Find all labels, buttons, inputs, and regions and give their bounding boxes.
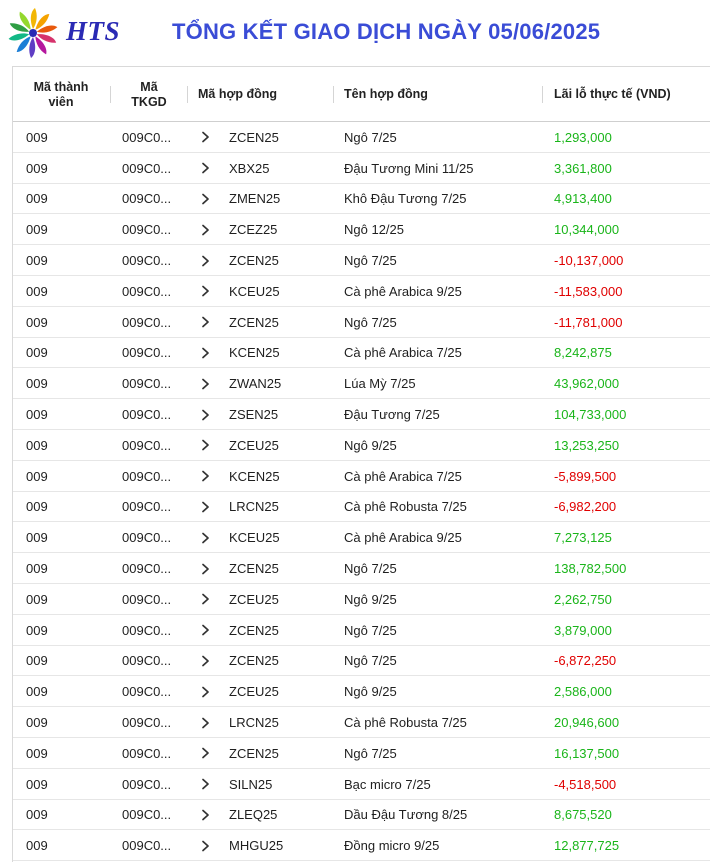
contract-code-cell: LRCN25	[229, 715, 279, 731]
pnl-cell: 4,913,400	[554, 191, 612, 207]
member-cell: 009	[26, 745, 48, 761]
contract-name-cell: Ngô 7/25	[344, 653, 397, 669]
contract-code-cell: KCEN25	[229, 345, 280, 361]
pnl-cell: -4,518,500	[554, 776, 617, 792]
column-header-member[interactable]: Mã thành viên	[33, 79, 89, 109]
account-cell: 009C0...	[122, 222, 172, 238]
contract-code-cell: ZCEN25	[229, 745, 279, 761]
member-cell: 009	[26, 283, 48, 299]
contract-name-cell: Đậu Tương 7/25	[344, 407, 440, 423]
table-row[interactable]	[13, 461, 710, 492]
contract-name-cell: Ngô 9/25	[344, 591, 397, 607]
pnl-cell: 10,344,000	[554, 222, 620, 238]
account-cell: 009C0...	[122, 838, 172, 854]
contract-code-cell: ZCEZ25	[229, 222, 278, 238]
table-row[interactable]	[13, 830, 710, 861]
pnl-cell: 8,242,875	[554, 345, 612, 361]
page-title: TỔNG KẾT GIAO DỊCH NGÀY 05/06/2025	[172, 19, 601, 44]
chevron-right-icon[interactable]	[201, 553, 215, 584]
contract-name-cell: Ngô 9/25	[344, 684, 397, 700]
column-header-contract-code[interactable]: Mã hợp đồng	[198, 87, 278, 101]
chevron-right-icon[interactable]	[201, 646, 215, 677]
contract-code-cell: ZWAN25	[229, 376, 282, 392]
contract-name-cell: Bạc micro 7/25	[344, 776, 431, 792]
transactions-table	[12, 66, 710, 862]
member-cell: 009	[26, 499, 48, 515]
account-cell: 009C0...	[122, 745, 172, 761]
chevron-right-icon[interactable]	[201, 461, 215, 492]
logo-text: HTS	[66, 16, 121, 46]
chevron-right-icon[interactable]	[201, 676, 215, 707]
pnl-cell: 20,946,600	[554, 715, 620, 731]
table-row[interactable]	[13, 122, 710, 153]
contract-name-cell: Đậu Tương Mini 11/25	[344, 160, 474, 176]
chevron-right-icon[interactable]	[201, 214, 215, 245]
contract-code-cell: ZCEN25	[229, 622, 279, 638]
table-row[interactable]	[13, 492, 710, 523]
contract-code-cell: ZCEU25	[229, 437, 279, 453]
contract-name-cell: Cà phê Arabica 9/25	[344, 530, 462, 546]
account-cell: 009C0...	[122, 468, 172, 484]
column-divider	[542, 86, 543, 103]
account-cell: 009C0...	[122, 807, 172, 823]
pnl-cell: 2,262,750	[554, 591, 612, 607]
table-row[interactable]	[13, 430, 710, 461]
account-cell: 009C0...	[122, 191, 172, 207]
chevron-right-icon[interactable]	[201, 184, 215, 215]
table-row[interactable]	[13, 800, 710, 831]
account-cell: 009C0...	[122, 499, 172, 515]
member-cell: 009	[26, 376, 48, 392]
member-cell: 009	[26, 653, 48, 669]
contract-code-cell: ZLEQ25	[229, 807, 278, 823]
contract-name-cell: Ngô 7/25	[344, 561, 397, 577]
table-row[interactable]	[13, 584, 710, 615]
chevron-right-icon[interactable]	[201, 307, 215, 338]
contract-code-cell: MHGU25	[229, 838, 284, 854]
chevron-right-icon[interactable]	[201, 338, 215, 369]
account-cell: 009C0...	[122, 129, 172, 145]
column-header-contract-name[interactable]: Tên hợp đồng	[344, 87, 428, 101]
contract-code-cell: XBX25	[229, 160, 270, 176]
contract-name-cell: Ngô 7/25	[344, 253, 397, 269]
chevron-right-icon[interactable]	[201, 738, 215, 769]
page-header	[0, 0, 710, 66]
contract-name-cell: Khô Đậu Tương 7/25	[344, 191, 467, 207]
chevron-right-icon[interactable]	[201, 276, 215, 307]
member-cell: 009	[26, 345, 48, 361]
pnl-cell: -11,583,000	[554, 283, 623, 299]
chevron-right-icon[interactable]	[201, 245, 215, 276]
contract-code-cell: KCEU25	[229, 530, 280, 546]
contract-code-cell: ZCEU25	[229, 684, 279, 700]
pnl-cell: -5,899,500	[554, 468, 617, 484]
pnl-cell: 104,733,000	[554, 407, 627, 423]
contract-code-cell: ZCEU25	[229, 591, 279, 607]
column-divider	[333, 86, 334, 103]
chevron-right-icon[interactable]	[201, 707, 215, 738]
contract-code-cell: ZCEN25	[229, 561, 279, 577]
contract-name-cell: Cà phê Robusta 7/25	[344, 715, 467, 731]
pnl-cell: 8,675,520	[554, 807, 612, 823]
contract-name-cell: Ngô 7/25	[344, 622, 397, 638]
account-cell: 009C0...	[122, 407, 172, 423]
account-cell: 009C0...	[122, 376, 172, 392]
chevron-right-icon[interactable]	[201, 615, 215, 646]
table-row[interactable]	[13, 769, 710, 800]
pnl-cell: 3,879,000	[554, 622, 612, 638]
chevron-right-icon[interactable]	[201, 800, 215, 831]
chevron-right-icon[interactable]	[201, 492, 215, 523]
contract-name-cell: Ngô 9/25	[344, 437, 397, 453]
pnl-cell: -6,982,200	[554, 499, 617, 515]
member-cell: 009	[26, 129, 48, 145]
pnl-cell: -6,872,250	[554, 653, 617, 669]
hts-logo-icon	[6, 6, 60, 60]
table-row[interactable]	[13, 399, 710, 430]
contract-name-cell: Ngô 7/25	[344, 314, 397, 330]
account-cell: 009C0...	[122, 591, 172, 607]
column-header-pnl[interactable]: Lãi lỗ thực tế (VND)	[554, 87, 671, 101]
pnl-cell: -10,137,000	[554, 253, 624, 269]
chevron-right-icon[interactable]	[201, 399, 215, 430]
account-cell: 009C0...	[122, 776, 172, 792]
contract-code-cell: LRCN25	[229, 499, 279, 515]
account-cell: 009C0...	[122, 314, 172, 330]
member-cell: 009	[26, 222, 48, 238]
contract-code-cell: ZCEN25	[229, 253, 279, 269]
contract-name-cell: Ngô 7/25	[344, 129, 397, 145]
account-cell: 009C0...	[122, 561, 172, 577]
account-cell: 009C0...	[122, 622, 172, 638]
pnl-cell: 3,361,800	[554, 160, 612, 176]
table-row[interactable]	[13, 553, 710, 584]
member-cell: 009	[26, 715, 48, 731]
table-row[interactable]	[13, 276, 710, 307]
account-cell: 009C0...	[122, 160, 172, 176]
pnl-cell: 13,253,250	[554, 437, 620, 453]
member-cell: 009	[26, 314, 48, 330]
pnl-cell: 16,137,500	[554, 745, 620, 761]
table-row[interactable]	[13, 307, 710, 338]
pnl-cell: -11,781,000	[554, 314, 623, 330]
contract-code-cell: ZCEN25	[229, 653, 279, 669]
table-row[interactable]	[13, 184, 710, 215]
contract-name-cell: Đồng micro 9/25	[344, 838, 440, 854]
chevron-right-icon[interactable]	[201, 122, 215, 153]
contract-code-cell: ZCEN25	[229, 314, 279, 330]
table-row[interactable]	[13, 245, 710, 276]
pnl-cell: 2,586,000	[554, 684, 612, 700]
table-row[interactable]	[13, 522, 710, 553]
contract-name-cell: Ngô 7/25	[344, 745, 397, 761]
contract-code-cell: ZCEN25	[229, 129, 279, 145]
member-cell: 009	[26, 253, 48, 269]
table-row[interactable]	[13, 368, 710, 399]
column-header-account[interactable]: Mã TKGD	[131, 79, 167, 109]
contract-name-cell: Cà phê Arabica 7/25	[344, 468, 462, 484]
column-divider	[187, 86, 188, 103]
account-cell: 009C0...	[122, 283, 172, 299]
member-cell: 009	[26, 838, 48, 854]
contract-code-cell: ZSEN25	[229, 407, 279, 423]
member-cell: 009	[26, 437, 48, 453]
table-row[interactable]	[13, 707, 710, 738]
chevron-right-icon[interactable]	[201, 830, 215, 861]
contract-name-cell: Cà phê Arabica 9/25	[344, 283, 462, 299]
chevron-right-icon[interactable]	[201, 430, 215, 461]
member-cell: 009	[26, 407, 48, 423]
account-cell: 009C0...	[122, 530, 172, 546]
member-cell: 009	[26, 468, 48, 484]
member-cell: 009	[26, 591, 48, 607]
account-cell: 009C0...	[122, 345, 172, 361]
pnl-cell: 138,782,500	[554, 561, 627, 577]
contract-name-cell: Dầu Đậu Tương 8/25	[344, 807, 468, 823]
pnl-cell: 7,273,125	[554, 530, 612, 546]
pnl-cell: 43,962,000	[554, 376, 620, 392]
contract-name-cell: Lúa Mỳ 7/25	[344, 376, 416, 392]
table-row[interactable]	[13, 214, 710, 245]
member-cell: 009	[26, 684, 48, 700]
table-row[interactable]	[13, 338, 710, 369]
table-row[interactable]	[13, 615, 710, 646]
member-cell: 009	[26, 622, 48, 638]
pnl-cell: 12,877,725	[554, 838, 620, 854]
table-row[interactable]	[13, 646, 710, 677]
member-cell: 009	[26, 191, 48, 207]
member-cell: 009	[26, 530, 48, 546]
contract-name-cell: Ngô 12/25	[344, 222, 404, 238]
chevron-right-icon[interactable]	[201, 368, 215, 399]
contract-code-cell: KCEN25	[229, 468, 280, 484]
member-cell: 009	[26, 807, 48, 823]
account-cell: 009C0...	[122, 253, 172, 269]
member-cell: 009	[26, 561, 48, 577]
contract-code-cell: ZMEN25	[229, 191, 281, 207]
contract-code-cell: SILN25	[229, 776, 273, 792]
chevron-right-icon[interactable]	[201, 153, 215, 184]
chevron-right-icon[interactable]	[201, 584, 215, 615]
account-cell: 009C0...	[122, 653, 172, 669]
pnl-cell: 1,293,000	[554, 129, 612, 145]
table-header	[13, 67, 710, 122]
table-row[interactable]	[13, 738, 710, 769]
account-cell: 009C0...	[122, 437, 172, 453]
contract-name-cell: Cà phê Robusta 7/25	[344, 499, 467, 515]
account-cell: 009C0...	[122, 684, 172, 700]
table-row[interactable]	[13, 676, 710, 707]
member-cell: 009	[26, 160, 48, 176]
table-body	[13, 122, 710, 861]
chevron-right-icon[interactable]	[201, 522, 215, 553]
table-row[interactable]	[13, 153, 710, 184]
account-cell: 009C0...	[122, 715, 172, 731]
contract-code-cell: KCEU25	[229, 283, 280, 299]
member-cell: 009	[26, 776, 48, 792]
contract-name-cell: Cà phê Arabica 7/25	[344, 345, 462, 361]
chevron-right-icon[interactable]	[201, 769, 215, 800]
